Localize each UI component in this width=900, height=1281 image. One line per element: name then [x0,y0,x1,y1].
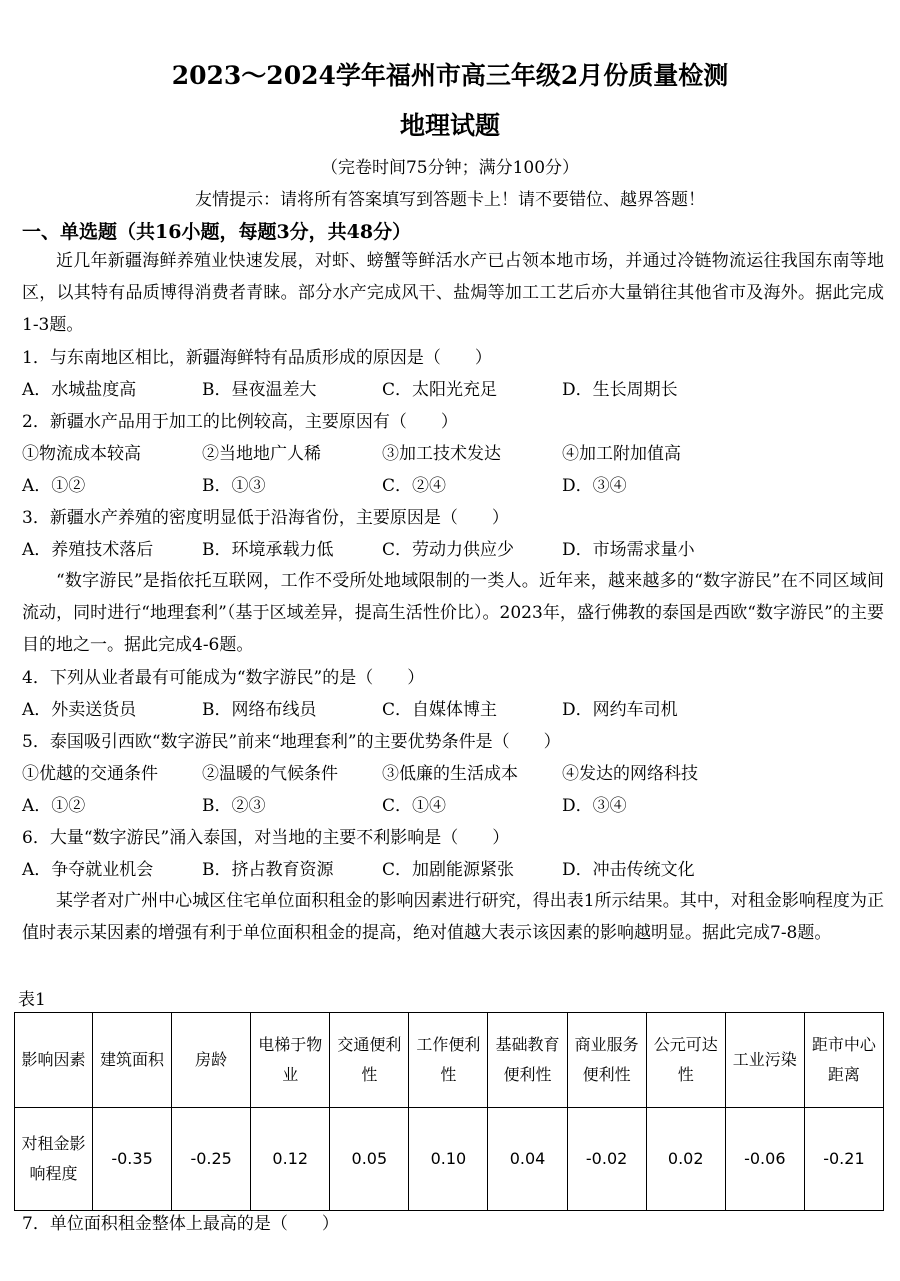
passage-3: 某学者对广州中心城区住宅单位面积租金的影响因素进行研究，得出表1所示结果。其中，对租金影响程度为正值时表示某因素的增强有利于单位面积租金的提高，绝对值越大表示该因素的影响越明显。据此完成7-8题。 [22,891,884,943]
question-3-stem: 3．新疆水产养殖的密度明显低于沿海省份，主要原因是（ ） [22,508,509,528]
q6-option-b: B．挤占教育资源 [202,860,334,880]
table-header-cell: 工业污染 [725,1013,804,1108]
q2-item-1: ①物流成本较高 [22,444,141,464]
q2-item-2: ②当地地广人稀 [202,444,321,464]
q1-option-c: C．太阳光充足 [382,380,498,400]
q5-option-c: C．①④ [382,796,447,816]
question-2-stem: 2．新疆水产品用于加工的比例较高，主要原因有（ ） [22,412,458,432]
q6-option-d: D．冲击传统文化 [562,860,695,880]
table-header-cell: 商业服务便利性 [567,1013,646,1108]
table-cell: -0.02 [567,1108,646,1211]
q1-option-a: A．水城盐度高 [22,380,137,400]
question-7-stem: 7．单位面积租金整体上最高的是（ ） [22,1214,339,1234]
table-header-cell: 工作便利性 [409,1013,488,1108]
table-header-cell: 公元可达性 [646,1013,725,1108]
subject-title: 地理试题 [399,111,500,140]
table-cell: 0.02 [646,1108,725,1211]
q6-option-c: C．加剧能源紧张 [382,860,515,880]
q5-item-4: ④发达的网络科技 [562,764,698,784]
q5-item-2: ②温暖的气候条件 [202,764,338,784]
q2-option-d: D．③④ [562,476,627,496]
q2-option-a: A．①② [22,476,86,496]
question-6-stem: 6．大量“数字游民”涌入泰国，对当地的主要不利影响是（ ） [22,828,510,848]
q3-option-a: A．养殖技术落后 [22,540,154,560]
q5-option-d: D．③④ [562,796,627,816]
table-header-cell: 交通便利性 [330,1013,409,1108]
q5-item-1: ①优越的交通条件 [22,764,158,784]
rent-factor-table [14,1012,884,1211]
table-header-cell: 电梯于物业 [251,1013,330,1108]
table-row-label: 对租金影响程度 [15,1108,93,1211]
table-header-cell: 距市中心距离 [804,1013,883,1108]
question-5-stem: 5．泰国吸引西欧“数字游民”前来“地理套利”的主要优势条件是（ ） [22,732,561,752]
q2-option-b: B．①③ [202,476,266,496]
q3-option-d: D．市场需求量小 [562,540,695,560]
table-header-cell: 建筑面积 [93,1013,172,1108]
q6-option-a: A．争夺就业机会 [22,860,154,880]
table-cell: 0.05 [330,1108,409,1211]
q2-item-3: ③加工技术发达 [382,444,501,464]
q5-option-a: A．①② [22,796,86,816]
table-header-cell: 基础教育便利性 [488,1013,567,1108]
q1-option-b: B．昼夜温差大 [202,380,317,400]
q4-option-b: B．网络布线员 [202,700,317,720]
question-4-stem: 4．下列从业者最有可能成为“数字游民”的是（ ） [22,668,425,688]
q3-option-c: C．劳动力供应少 [382,540,515,560]
table-cell: -0.21 [804,1108,883,1211]
q4-option-a: A．外卖送货员 [22,700,137,720]
table-cell: 0.12 [251,1108,330,1211]
q1-option-d: D．生长周期长 [562,380,678,400]
table-cell: -0.25 [172,1108,251,1211]
q5-option-b: B．②③ [202,796,266,816]
table-header-row [15,1013,884,1108]
table-header-cell: 影响因素 [15,1013,93,1108]
question-1-stem: 1．与东南地区相比，新疆海鲜特有品质形成的原因是（ ） [22,348,492,368]
table-cell: -0.35 [93,1108,172,1211]
friendly-tip: 友情提示：请将所有答案填写到答题卡上！请不要错位、越界答题！ [195,190,705,210]
table-row [15,1108,884,1211]
q4-option-d: D．网约车司机 [562,700,678,720]
table-cell: 0.04 [488,1108,567,1211]
time-note: （完卷时间75分钟；满分100分） [320,158,580,178]
exam-title: 2023～2024学年福州市高三年级2月份质量检测 [171,61,729,90]
passage-2: “数字游民”是指依托互联网，工作不受所处地域限制的一类人。近年来，越来越多的“数字游民”在不同区域间流动，同时进行“地理套利”（基于区域差异，提高生活性价比）。2023年，盛行佛教的泰国是西欧“数字游民”的主要目的地之一。据此完成4-6题。 [22,571,884,655]
passage-1: 近几年新疆海鲜养殖业快速发展，对虾、螃蟹等鲜活水产已占领本地市场，并通过冷链物流运往我国东南等地区，以其特有品质博得消费者青睐。部分水产完成风干、盐焗等加工工艺后亦大量销往其他省市及海外。据此完成1-3题。 [22,251,884,335]
table-caption: 表1 [18,990,46,1010]
section-title: 一、单选题（共16小题，每题3分，共48分） [22,221,412,243]
table-cell: 0.10 [409,1108,488,1211]
q2-item-4: ④加工附加值高 [562,444,681,464]
q5-item-3: ③低廉的生活成本 [382,764,518,784]
table-header-cell: 房龄 [172,1013,251,1108]
q2-option-c: C．②④ [382,476,447,496]
q4-option-c: C．自媒体博主 [382,700,498,720]
table-cell: -0.06 [725,1108,804,1211]
q3-option-b: B．环境承载力低 [202,540,334,560]
